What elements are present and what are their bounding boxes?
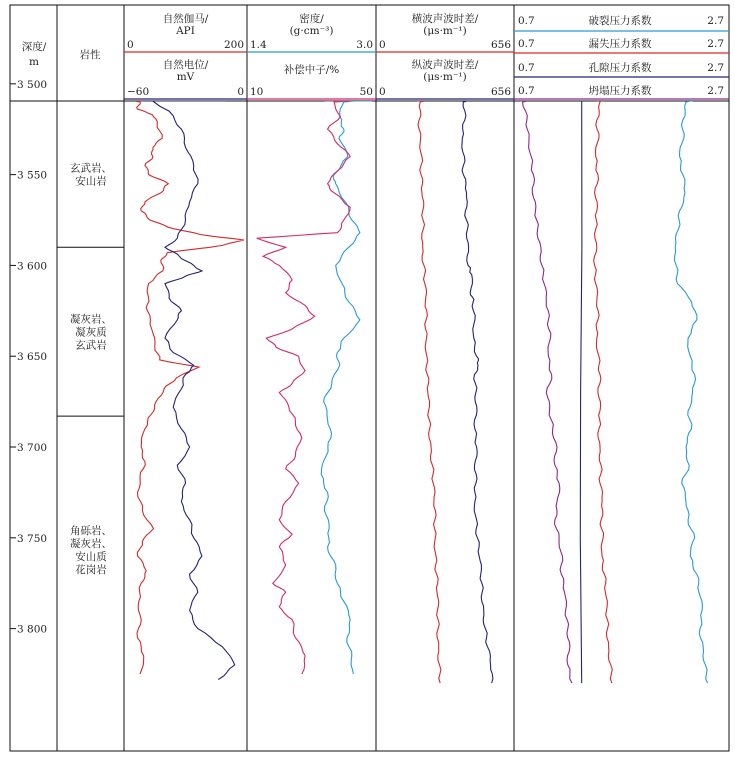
log-curve-line <box>257 101 351 674</box>
curve-name: 横波声波时差/ <box>411 13 479 25</box>
lithology-label: 角砾岩、 <box>70 525 112 538</box>
depth-tick-label: 3 500 <box>17 78 48 91</box>
curve-name: 破裂压力系数 <box>588 15 652 27</box>
log-curve-line <box>140 101 234 680</box>
curve-scale-max: 3.0 <box>356 39 373 51</box>
curve-unit: API <box>176 25 195 37</box>
lithology-label: 凝灰质 <box>75 326 107 339</box>
lithology-label: 玄武岩 <box>75 339 107 352</box>
depth-column <box>10 79 47 636</box>
lithology-label: 凝灰岩、 <box>70 313 112 326</box>
curve-scale-min: 0 <box>127 39 134 51</box>
log-curve-line <box>321 101 372 674</box>
curve-name: 自然电位/ <box>162 59 209 71</box>
curve-scale-max: 2.7 <box>707 85 724 97</box>
curve-unit: (g·cm⁻³) <box>289 25 334 37</box>
figure-frame <box>10 5 729 751</box>
curve-scale-max: 2.7 <box>707 38 724 50</box>
curve-scale-min: 1.4 <box>250 39 267 51</box>
depth-axis-unit: m <box>29 56 39 68</box>
log-curve-line <box>417 101 441 683</box>
curve-scale-max: 2.7 <box>707 15 724 27</box>
curve-scale-max: 50 <box>359 86 373 98</box>
lithology-header: 岩性 <box>79 49 101 61</box>
curve-unit: mV <box>176 71 195 83</box>
lithology-label: 安山质 <box>75 551 107 564</box>
curve-name: 坍塌压力系数 <box>588 85 652 97</box>
curve-scale-min: 0 <box>379 39 386 51</box>
curve-scale-min: 0.7 <box>518 85 535 97</box>
curve-unit: (μs·m⁻¹) <box>423 25 467 37</box>
depth-tick-label: 3 550 <box>17 169 48 182</box>
curve-name: 纵波声波时差/ <box>411 59 479 71</box>
curve-scale-min: 0.7 <box>518 15 535 27</box>
lithology-column <box>57 162 124 576</box>
log-curve-line <box>462 101 493 683</box>
depth-tick-label: 3 800 <box>17 623 48 636</box>
depth-tick-label: 3 600 <box>17 260 48 273</box>
curve-scale-min: 0.7 <box>518 62 535 74</box>
curve-name: 孔隙压力系数 <box>588 62 652 74</box>
depth-tick-label: 3 700 <box>17 442 48 455</box>
lithology-label: 玄武岩、 <box>70 162 112 175</box>
curve-scale-max: 656 <box>490 86 511 98</box>
log-curve-line <box>580 101 582 683</box>
curve-scale-max: 2.7 <box>707 62 724 74</box>
curve-scale-max: 200 <box>223 39 244 51</box>
lithology-label: 花岗岩 <box>75 564 107 577</box>
lithology-label: 安山岩 <box>75 175 107 188</box>
curve-name: 自然伽马/ <box>162 13 209 25</box>
curve-name: 密度/ <box>299 13 324 25</box>
curve-scale-max: 656 <box>490 39 511 51</box>
log-curve-line <box>137 101 244 674</box>
log-curves <box>137 101 708 683</box>
lithology-label: 凝灰岩、 <box>70 538 112 551</box>
curve-name: 漏失压力系数 <box>588 38 652 50</box>
depth-tick-label: 3 750 <box>17 532 48 545</box>
log-curve-line <box>675 101 708 683</box>
figure-grid <box>10 5 729 751</box>
curve-name: 补偿中子/% <box>283 64 340 76</box>
curve-scale-min: 10 <box>250 86 264 98</box>
curve-scale-min: −60 <box>127 86 150 98</box>
depth-tick-label: 3 650 <box>17 351 48 364</box>
curve-unit: (μs·m⁻¹) <box>423 71 467 83</box>
log-curve-line <box>594 101 613 683</box>
track-headers <box>22 12 729 99</box>
log-curve-line <box>520 101 572 683</box>
curve-scale-max: 0 <box>237 86 244 98</box>
curve-scale-min: 0.7 <box>518 38 535 50</box>
depth-axis-label: 深度/ <box>21 41 47 53</box>
curve-scale-min: 0 <box>379 86 386 98</box>
